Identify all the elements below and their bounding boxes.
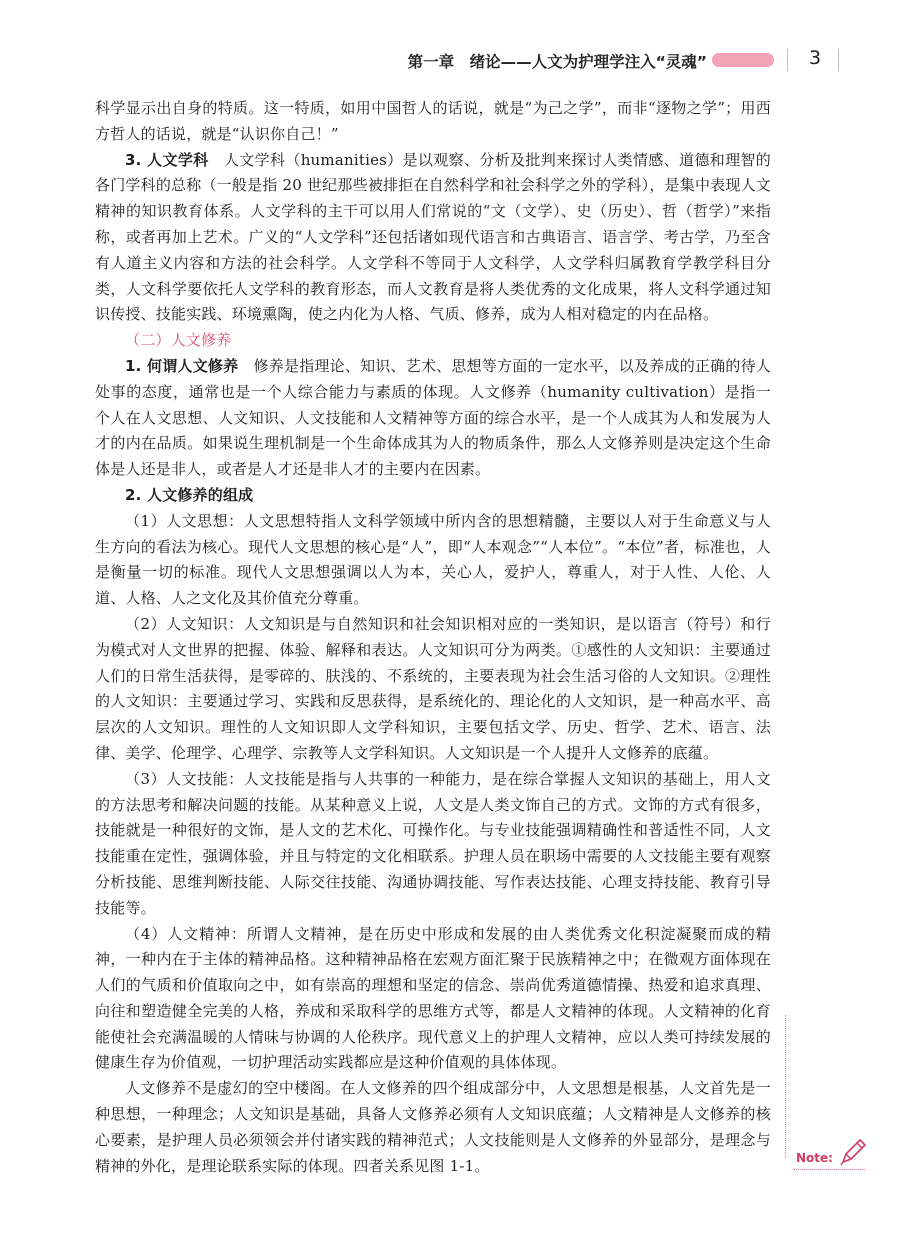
page-header bbox=[0, 46, 900, 76]
component-skills: （3）人文技能：人文技能是指与人共事的一种能力，是在综合掌握人文知识的基础上，用人文的方法思考和解决问题的技能。从某种意义上说，人文是人类文饰自己的方式。文饰的方式有很多，技能就是一种很好的文饰，是人文的艺术化、可操作化。与专业技能强调精确性和普适性不同，人文技能重在定性，强调体验，并且与特定的文化相联系。护理人员在职场中需要的人文技能主要有观察分析技能、思维判断技能、人际交往技能、沟通协调技能、写作表达技能、心理支持技能、教育引导技能等。 bbox=[95, 769, 771, 917]
intro-paragraph: 科学显示出自身的特质。这一特质，如用中国哲人的话说，就是“为己之学”，而非“逐物之学”；用西方哲人的话说，就是“认识你自己！” bbox=[95, 99, 771, 143]
paragraph-text: 人文学科（humanities）是以观察、分析及批判来探讨人类情感、道德和理智的各门学科的总称（一般是指 20 世纪那些被排拒在自然科学和社会科学之外的学科），是集中表现人文精神的知识教育体系。人文学科的主干可以用人们常说的“文（文学）、史（历史）、哲（哲学）”来指称，或者再加上艺术。广义的“人文学科”还包括诸如现代语言和古典语言、语言学、考古学，乃至含有人道主义内容和方法的社会科学。人文学科不等同于人文科学，人文学科归属教育学教学科目分类，人文科学要依托人文学科的教育形态，而人文教育是将人类优秀的文化成果，将人文科学通过知识传授、技能实践、环境熏陶，使之内化为人格、气质、修养，成为人相对稳定的内在品格。 bbox=[95, 150, 771, 324]
component-thought: （1）人文思想：人文思想特指人文科学领域中所内含的思想精髓，主要以人对于生命意义与人生方向的看法为核心。现代人文思想的核心是“人”，即“人本观念”“人本位”。“本位”者，标准也，人是衡量一切的标准。现代人文思想强调以人为本，关心人，爱护人，尊重人，对于人性、人伦、人道、人格、人之文化及其价值充分尊重。 bbox=[95, 511, 771, 608]
component-spirit: （4）人文精神：所谓人文精神，是在历史中形成和发展的由人类优秀文化积淀凝聚而成的精神，一种内在于主体的精神品格。这种精神品格在宏观方面汇聚于民族精神之中；在微观方面体现在人们的气质和价值取向之中，如有崇高的理想和坚定的信念、崇尚优秀道德情操、热爱和追求真理、向往和塑造健全完美的人格，养成和采取科学的思维方式等，都是人文精神的体现。人文精神的化育能使社会充满温暖的人情味与协调的人伦秩序。现代意义上的护理人文精神，应以人类可持续发展的健康生存为价值观，一切护理活动实践都应是这种价值观的具体体现。 bbox=[95, 924, 771, 1072]
section-heading: （二）人文修养 bbox=[125, 331, 232, 350]
header-divider bbox=[838, 49, 839, 71]
note-dotted-line bbox=[785, 1015, 786, 1157]
paragraph-text: 修养是指理论、知识、艺术、思想等方面的一定水平，以及养成的正确的待人处事的态度，通常也是一个人综合能力与素质的体现。人文修养（humanity cultivation）是指一个人在人文思想、人文知识、人文技能和人文精神等方面的综合水平，是一个人成其为人和发展为人才的内在品质。如果说生理机制是一个生命体成其为人的物质条件，那么人文修养则是决定这个生命体是人还是非人，或者是人才还是非人才的主要内在因素。 bbox=[95, 356, 771, 479]
conclusion-paragraph: 人文修养不是虚幻的空中楼阁。在人文修养的四个组成部分中，人文思想是根基，人文首先是一种思想，一种理念；人文知识是基础，具备人文修养必须有人文知识底蕴；人文精神是人文修养的核心要素，是护理人员必须领会并付诸实践的精神范式；人文技能则是人文修养的外显部分，是理念与精神的外化，是理论联系实际的体现。四者关系见图 1-1。 bbox=[95, 1079, 771, 1175]
subsection-title: 2. 人文修养的组成 bbox=[125, 485, 254, 504]
paragraph-what-is-cultivation bbox=[95, 354, 771, 483]
header-accent-bar bbox=[712, 53, 774, 67]
pencil-icon bbox=[835, 1135, 869, 1169]
page-body bbox=[95, 96, 771, 1179]
note-margin bbox=[785, 1015, 875, 1180]
page-number: 3 bbox=[808, 47, 822, 69]
paragraph-humanities bbox=[95, 148, 771, 329]
subsection-title: 1. 何谓人文修养 bbox=[125, 356, 239, 375]
subsection-title: 3. 人文学科 bbox=[125, 150, 209, 169]
note-underline bbox=[793, 1169, 865, 1170]
note-label: Note: bbox=[796, 1151, 833, 1165]
component-knowledge: （2）人文知识：人文知识是与自然知识和社会知识相对应的一类知识，是以语言（符号）和行为模式对人文世界的把握、体验、解释和表达。人文知识可分为两类。①感性的人文知识：主要通过人们的日常生活获得，是零碎的、肤浅的、不系统的，主要表现为社会生活习俗的人文知识。②理性的人文知识：主要通过学习、实践和反思获得，是系统化的、理论化的人文知识，是一种高水平、高层次的人文知识。理性的人文知识即人文学科知识，主要包括文学、历史、哲学、艺术、语言、法律、美学、伦理学、心理学、宗教等人文学科知识。人文知识是一个人提升人文修养的底蕴。 bbox=[95, 614, 771, 762]
chapter-title: 第一章 绪论——人文为护理学注入“灵魂” bbox=[407, 53, 707, 71]
header-divider bbox=[787, 49, 788, 71]
